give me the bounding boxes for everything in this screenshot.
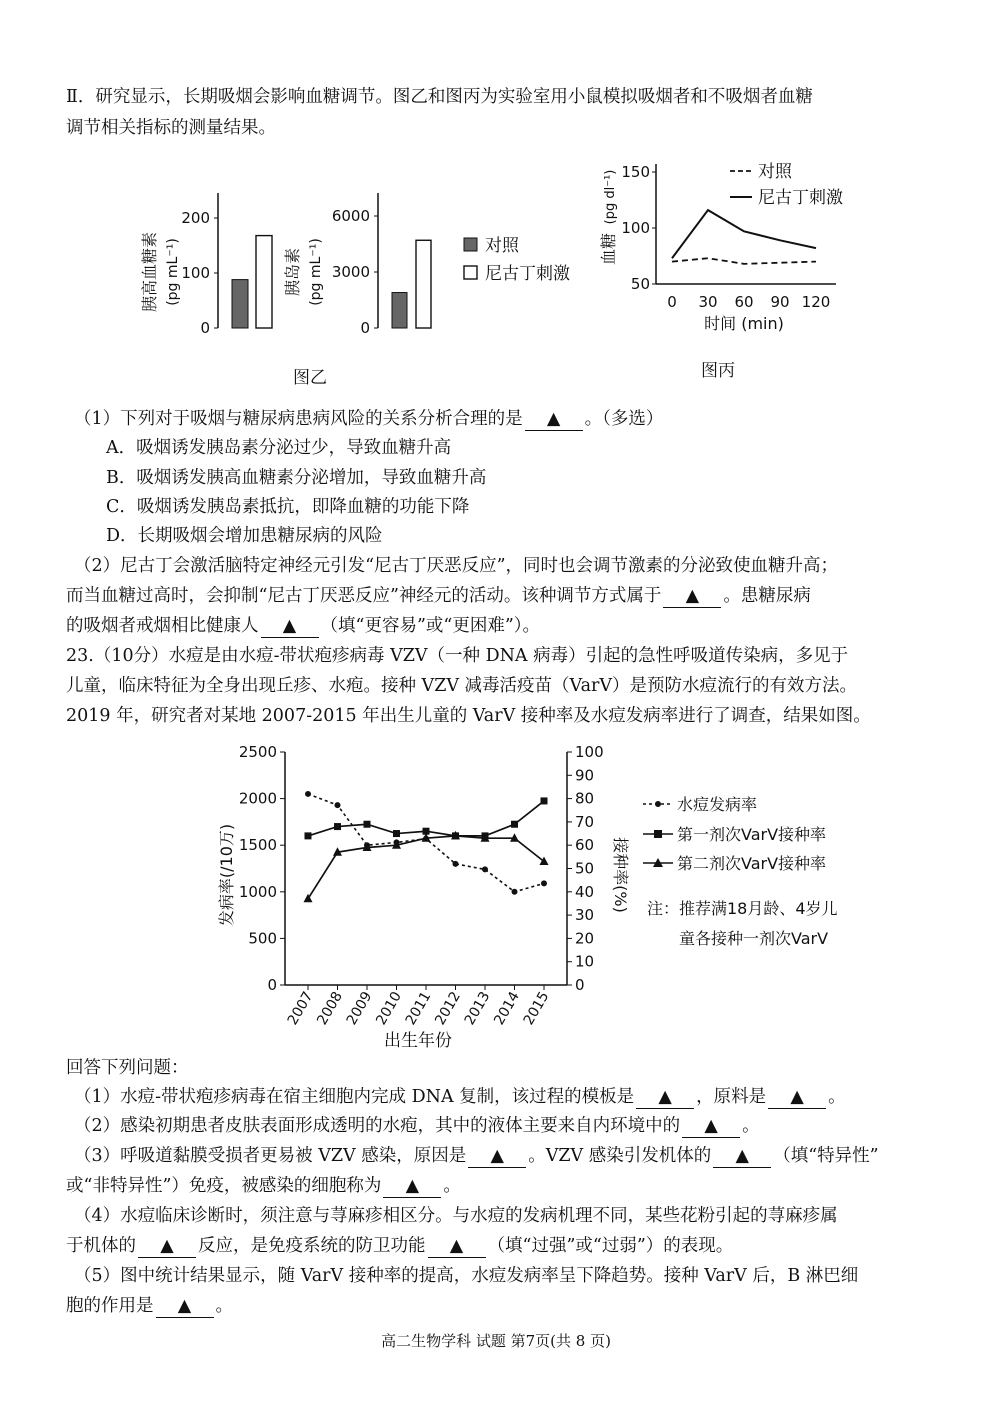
fig23-note-1: 注：推荐满18月龄、4岁儿 [647,899,838,918]
fig23-legend-dose2: 第二剂次VarV接种率 [677,854,827,873]
answer-p2 [74,1115,760,1138]
fig23-series [304,791,549,902]
answer-p3-cont [66,1175,461,1198]
page-footer: 高二生物学科 试题 第7页(共 8 页) [381,1332,611,1350]
chart1-ylabel-2: (pg mL⁻¹) [165,238,181,306]
figc-ytick-50: 50 [630,275,650,293]
figc-ytick-100: 100 [621,219,650,237]
fig23-y2tick-label: 90 [575,766,595,785]
figc-ytick-150: 150 [621,163,650,181]
q23-line1: 23.（10分）水痘是由水痘-带状疱疹病毒 VZV（一种 DNA 病毒）引起的急性呼吸道传染病，多见于 [66,646,849,666]
figure-b-legend [464,236,570,284]
q2-line3-tail: （填“更容易”或“更困难”）。 [320,616,541,636]
fig23-xtick-label: 2011 [402,989,435,1028]
fig23-y2tick-label: 0 [575,976,585,994]
q2-line2 [66,585,811,608]
fig23-point-dose1 [393,830,400,837]
answer-p3-cont-text: 或“非特异性”）免疫，被感染的细胞称为 [66,1176,382,1196]
fig23-series-line-3 [308,836,544,899]
fig23-ytick-label: 1000 [238,882,277,901]
figc-legend [730,162,843,208]
answer-p5-cont [66,1295,233,1318]
q1-option-b: B．吸烟诱发胰高血糖素分泌增加，导致血糖升高 [106,468,487,488]
fig23-xtick-label: 2014 [491,989,523,1028]
fig23-point-dose1 [511,821,518,828]
answer-p4-blank-1[interactable]: ▲ [138,1235,196,1258]
answer-p2-tail: 。 [742,1116,760,1136]
fig23-legend-incidence: 水痘发病率 [677,795,758,814]
answer-p1-blank-2[interactable]: ▲ [768,1086,826,1109]
fig23-y2tick-label: 40 [575,882,595,901]
answer-p3-text: （3）呼吸道黏膜受损者更易被 VZV 感染，原因是 [74,1146,467,1166]
fig23-point-dose1 [541,797,548,804]
answer-p3-blank-3[interactable]: ▲ [383,1175,441,1198]
answer-p3 [74,1145,879,1168]
q23-line2: 儿童，临床特征为全身出现丘疹、水疱。接种 VZV 减毒活疫苗（VarV）是预防水痘流行的有效方法。 [66,676,858,696]
figc-xtick-0: 0 [667,293,677,311]
chart1-tick-0: 0 [200,319,210,337]
q1-option-c: C．吸烟诱发胰岛素抵抗，即降血糖的功能下降 [106,497,470,517]
fig23-ylabel: 发病率(/10万) [217,823,236,927]
figc-xtick-60: 60 [734,293,754,311]
fig23-left-axis-ticks [239,743,285,994]
fig23-point-dose1 [305,832,312,839]
answer-p4-tail: （填“过强”或“过弱”）的表现。 [487,1236,734,1256]
q2-line2-tail: 。患糖尿病 [723,586,811,606]
fig23-point-incidence [335,802,341,808]
fig23-xtick-label: 2007 [284,989,317,1028]
figure-b-caption: 图乙 [293,368,327,388]
fig23-y2tick-label: 10 [575,952,595,971]
fig23-note-2: 童各接种一剂次VarV [679,929,829,948]
figc-ylabel-2: (pg dl⁻¹) [603,169,618,225]
answer-p2-blank[interactable]: ▲ [682,1115,740,1138]
fig23-point-incidence [541,880,547,886]
figure-c [596,152,886,384]
fig23-point-incidence [453,861,459,867]
part2-intro-line1: Ⅱ．研究显示，长期吸烟会影响血糖调节。图乙和图丙为实验室用小鼠模拟吸烟者和不吸烟者血糖 [66,87,813,107]
fig23-y2tick-label: 80 [575,789,595,808]
answer-p1-text: （1）水痘-带状疱疹病毒在宿主细胞内完成 DNA 复制，该过程的模板是 [74,1087,635,1107]
fig23-legend [643,795,838,948]
figc-series-nicotine [672,210,816,258]
fig23-xtick-label: 2015 [520,989,553,1028]
figc-xtick-30: 30 [698,293,718,311]
fig23-xtick-label: 2013 [461,989,494,1028]
chart1-bar-nicotine [256,236,272,328]
figc-xtick-90: 90 [770,293,790,311]
fig23-xtick-label: 2012 [432,989,464,1028]
part2-intro-line2: 调节相关指标的测量结果。 [66,118,276,138]
figure-b [130,178,600,393]
figc-ylabel-1: 血糖 [599,232,618,266]
fig23-xtick-label: 2009 [343,989,376,1028]
fig23-point-dose1 [334,823,341,830]
chart2-bar-control [392,293,407,328]
fig23-xlabel: 出生年份 [384,1031,452,1051]
fig23-y2tick-label: 60 [575,836,595,855]
figc-series-control [672,258,816,264]
chart1-tick-200: 200 [181,209,210,227]
q2-line1: （2）尼古丁会激活脑特定神经元引发“尼古丁厌恶反应”，同时也会调节激素的分泌致使血糖升高； [74,556,839,576]
answer-p2-text: （2）感染初期患者皮肤表面形成透明的水疱，其中的液体主要来自内环境中的 [74,1116,681,1136]
answer-p3-blank-2[interactable]: ▲ [713,1145,771,1168]
answer-p1-blank-1[interactable]: ▲ [636,1086,694,1109]
fig23-xtick-label: 2010 [373,989,405,1028]
legend-swatch-nicotine [464,266,477,279]
fig23-legend-dose1: 第一剂次VarV接种率 [677,825,827,844]
answer-p4-mid: 反应，是免疫系统的防卫功能 [198,1236,426,1256]
fig23-right-axis-ticks [567,743,604,994]
answer-p4-cont-text: 于机体的 [66,1236,136,1256]
answer-p3-cont-tail: 。 [443,1176,461,1196]
answer-p5-tail: 。 [215,1296,233,1316]
fig23-x-axis-ticks [285,985,553,1028]
q2-line3-text: 的吸烟者戒烟相比健康人 [66,616,259,636]
legend-label-nicotine: 尼古丁刺激 [485,264,570,284]
fig23-ytick-label: 2000 [238,789,277,808]
fig23-y2tick-label: 70 [575,812,595,831]
fig23-y2tick-label: 30 [575,906,595,925]
answer-p5-blank[interactable]: ▲ [156,1295,214,1318]
fig23-ytick-label: 2500 [238,743,277,761]
q1-stem-text: （1）下列对于吸烟与糖尿病患病风险的关系分析合理的是 [74,409,523,429]
chart2-ylabel-2: (pg mL⁻¹) [308,238,324,306]
answer-p4: （4）水痘临床诊断时，须注意与荨麻疹相区分。与水痘的发病机理不同，某些花粉引起的荨麻疹属 [74,1206,838,1226]
fig23-point-incidence [482,866,488,872]
answer-p5: （5）图中统计结果显示，随 VarV 接种率的提高，水痘发病率呈下降趋势。接种 VarV 后，B 淋巴细 [74,1266,859,1286]
answer-intro: 回答下列问题： [66,1058,189,1078]
figure-b-chart2 [283,193,431,337]
fig23-point-dose2 [540,857,549,866]
answer-p3-mid: 。VZV 感染引发机体的 [528,1146,712,1166]
answer-p1-tail: 。 [828,1087,846,1107]
fig23-ytick-label: 1500 [238,836,277,855]
fig23-series-line-1 [308,794,544,892]
answer-p1 [74,1086,846,1109]
fig23-y2tick-label: 50 [575,859,595,878]
fig23-point-incidence [512,889,518,895]
q2-answer-blank-1[interactable]: ▲ [663,585,721,608]
chart2-tick-3000: 3000 [331,263,370,281]
chart2-ylabel-1: 胰岛素 [283,247,302,297]
answer-p1-mid: ，原料是 [696,1087,767,1107]
chart2-tick-0: 0 [360,319,370,337]
chart1-bar-control [232,280,248,328]
figc-xtick-120: 120 [801,293,831,311]
q2-line3 [66,615,540,638]
fig23-y2tick-label: 100 [575,743,604,761]
fig23-ytick-label: 0 [267,976,277,994]
chart2-tick-6000: 6000 [331,207,370,225]
answer-p3-blank-1[interactable]: ▲ [468,1145,526,1168]
answer-p4-blank-2[interactable]: ▲ [428,1235,486,1258]
q1-option-d: D．长期吸烟会增加患糖尿病的风险 [106,526,383,546]
fig23-y2tick-label: 20 [575,929,595,948]
fig23-y2label: 接种率(%) [611,837,630,913]
figure-c-caption: 图丙 [701,361,735,381]
chart1-tick-100: 100 [181,264,210,282]
legend-swatch-control [464,238,477,251]
figure-b-chart1 [140,193,272,337]
figure-q23 [205,740,885,1055]
figc-xlabel: 时间 (min) [704,314,784,333]
fig23-point-incidence [305,791,311,797]
q1-answer-blank[interactable]: ▲ [525,408,583,431]
q1-stem-tail: 。（多选） [584,409,664,429]
fig23-ytick-label: 500 [248,929,277,948]
answer-p3-tail: （填“特异性” [773,1146,879,1166]
answer-p5-cont-text: 胞的作用是 [66,1296,154,1316]
q2-line2-text: 而当血糖过高时，会抑制“尼古丁厌恶反应”神经元的活动。该种调节方式属于 [66,586,662,606]
q23-line3: 2019 年，研究者对某地 2007-2015 年出生儿童的 VarV 接种率及水痘发病率进行了调查，结果如图。 [66,706,871,726]
fig23-xtick-label: 2008 [314,989,346,1028]
q1-stem [74,408,663,431]
chart2-bar-nicotine [416,240,431,328]
fig23-point-dose1 [364,821,371,828]
answer-p4-cont [66,1235,733,1258]
legend-label-control: 对照 [485,236,519,256]
q2-answer-blank-2[interactable]: ▲ [261,615,319,638]
figc-legend-control: 对照 [758,162,792,182]
chart1-ylabel-1: 胰高血糖素 [140,231,159,313]
figc-legend-nicotine: 尼古丁刺激 [758,188,843,208]
q1-option-a: A．吸烟诱发胰岛素分泌过少，导致血糖升高 [106,438,452,458]
